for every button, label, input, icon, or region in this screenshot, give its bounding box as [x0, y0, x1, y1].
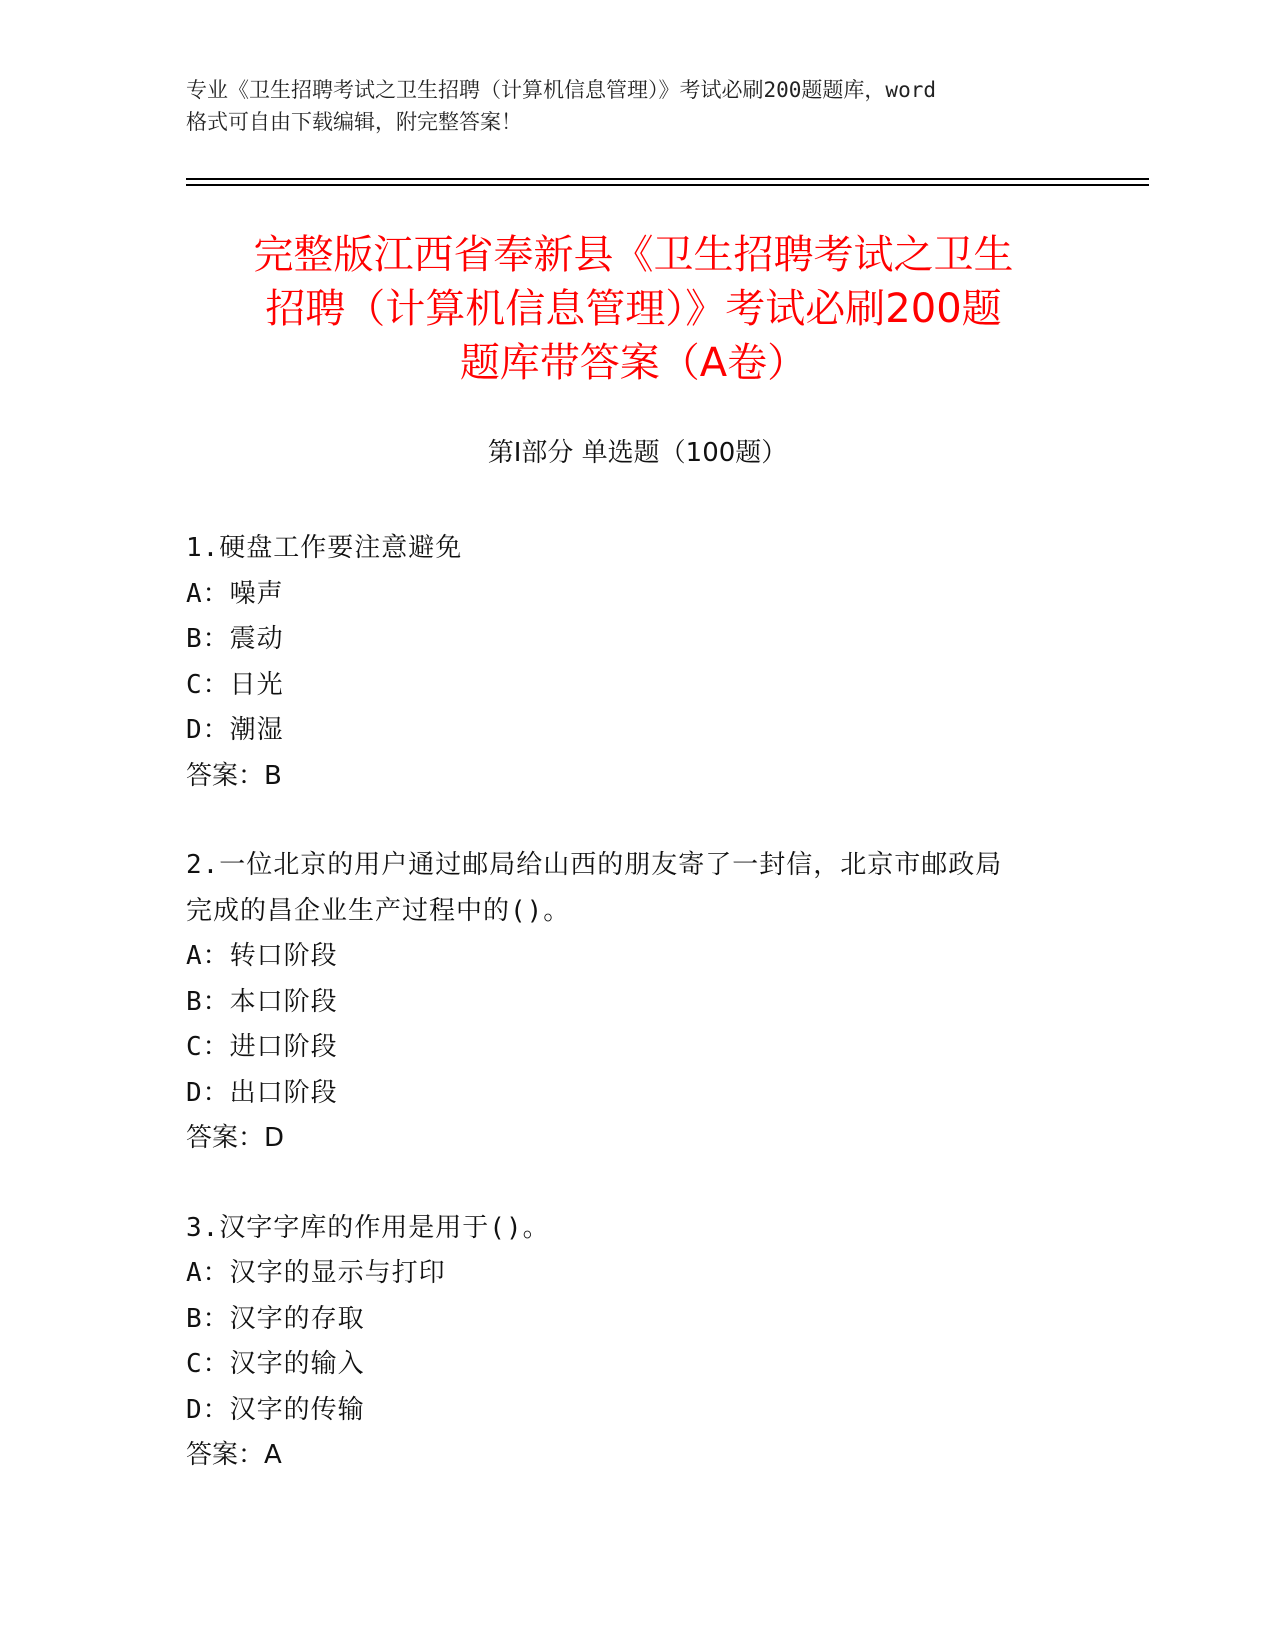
document-title-line-2: 招聘（计算机信息管理）》考试必刷200题 [265, 286, 1002, 332]
question-stem-continued: 完成的昌企业生产过程中的()。 [186, 895, 571, 926]
option-c: C：进口阶段 [186, 1032, 338, 1062]
option-c: C：日光 [186, 669, 284, 700]
question-stem: 3.汉字字库的作用是用于()。 [186, 1212, 550, 1243]
question-1 [186, 526, 1066, 799]
header-note-line-2: 格式可自由下载编辑，附完整答案！ [186, 110, 522, 134]
header-note-line-1: 专业《卫生招聘考试之卫生招聘（计算机信息管理）》考试必刷200题题库，word [186, 78, 936, 102]
section-heading: 第Ⅰ部分 单选题（100题） [487, 438, 788, 468]
header-rule-bottom [186, 184, 1149, 186]
option-b: B：震动 [186, 624, 284, 654]
question-list [186, 526, 1066, 1523]
option-d: D：潮湿 [186, 715, 284, 745]
option-b: B：本口阶段 [186, 986, 338, 1017]
question-stem: 1.硬盘工作要注意避免 [186, 533, 463, 563]
document-title-line-3: 题库带答案（A卷） [459, 340, 808, 386]
answer: 答案：B [186, 760, 282, 791]
option-c: C：汉字的输入 [186, 1349, 365, 1379]
answer: 答案：A [186, 1440, 282, 1470]
header-note [186, 74, 1086, 138]
option-d: D：汉字的传输 [186, 1394, 365, 1425]
option-a: A：转口阶段 [186, 941, 338, 971]
option-b: B：汉字的存取 [186, 1303, 365, 1334]
answer: 答案：D [186, 1123, 285, 1153]
header-rule-top [186, 178, 1149, 180]
question-stem: 2.一位北京的用户通过邮局给山西的朋友寄了一封信，北京市邮政局 [186, 850, 1003, 880]
option-d: D：出口阶段 [186, 1077, 338, 1108]
option-a: A：汉字的显示与打印 [186, 1258, 446, 1288]
question-2 [186, 843, 1066, 1162]
option-a: A：噪声 [186, 578, 284, 609]
document-title-line-1: 完整版江西省奉新县《卫生招聘考试之卫生 [253, 232, 1014, 278]
document-title [186, 228, 1081, 390]
question-3 [186, 1206, 1066, 1479]
